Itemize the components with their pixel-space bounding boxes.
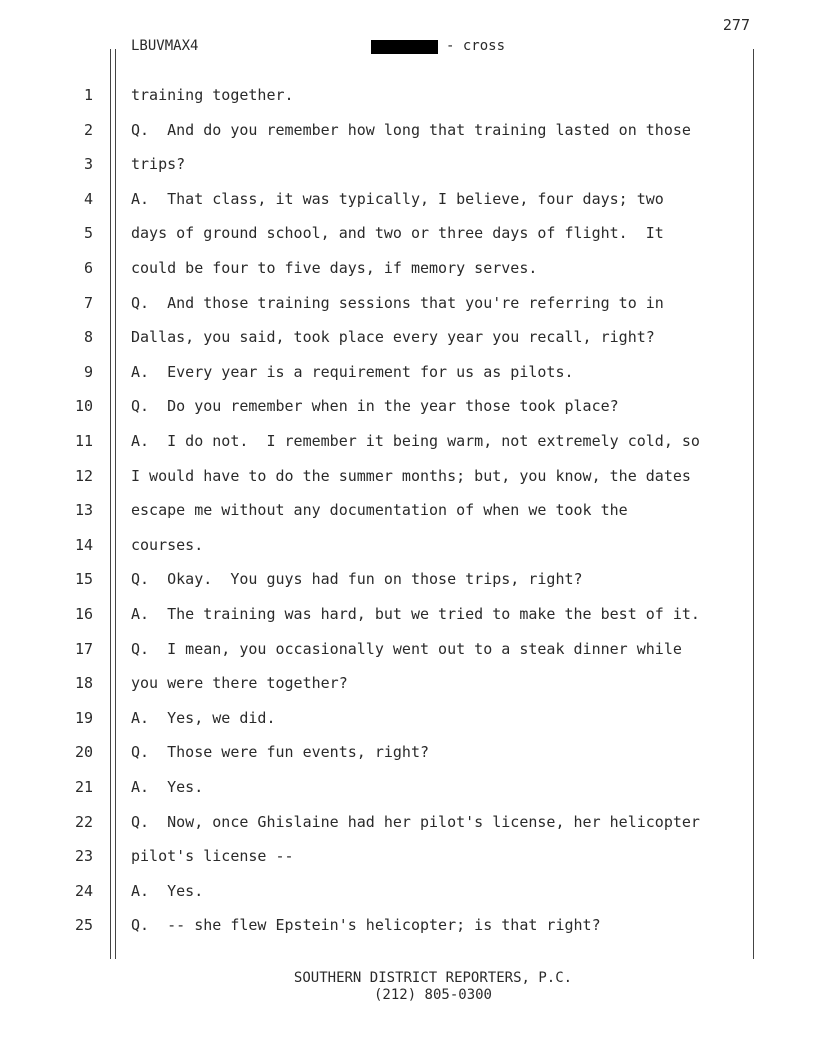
line-number: 1	[83, 86, 93, 104]
line-text: training together.	[131, 86, 294, 104]
line-text: pilot's license --	[131, 847, 294, 866]
transcript-line	[0, 467, 816, 487]
transcript-line	[0, 155, 816, 175]
line-number: 14	[74, 535, 93, 554]
line-text: A. Yes.	[131, 778, 204, 796]
page-number: 277	[722, 16, 750, 34]
transcript-line	[0, 121, 816, 141]
line-number: 3	[83, 155, 93, 174]
line-text: Q. And those training sessions that you're referring to in	[131, 293, 664, 312]
line-text: Q. Okay. You guys had fun on those trips, right?	[131, 570, 583, 589]
line-number: 16	[74, 605, 93, 623]
line-text: A. Yes.	[131, 881, 204, 900]
transcript-line	[0, 570, 816, 590]
transcript-line	[0, 432, 816, 452]
line-text: Dallas, you said, took place every year you recall, right?	[131, 328, 655, 347]
transcript-line	[0, 294, 816, 314]
section-label: - cross	[446, 38, 506, 54]
line-text: A. Every year is a requirement for us as pilots.	[131, 362, 574, 381]
line-number: 9	[83, 362, 93, 381]
line-number: 2	[83, 120, 93, 139]
transcript-line	[0, 813, 816, 833]
line-text: A. The training was hard, but we tried to make the best of it.	[131, 605, 700, 623]
line-number: 13	[74, 501, 93, 520]
line-text: you were there together?	[131, 674, 348, 693]
line-number: 12	[74, 466, 93, 485]
line-text: could be four to five days, if memory serves.	[131, 259, 538, 277]
transcript-line	[0, 640, 816, 660]
line-number: 5	[83, 224, 93, 243]
line-number: 25	[74, 916, 93, 935]
line-number: 20	[74, 743, 93, 762]
transcript-line	[0, 778, 816, 798]
transcript-line	[0, 190, 816, 210]
line-text: days of ground school, and two or three days of flight. It	[131, 224, 664, 243]
line-text: escape me without any documentation of when we took the	[131, 501, 628, 520]
line-number: 17	[74, 639, 93, 658]
line-text: Q. Those were fun events, right?	[131, 743, 430, 762]
transcript-line	[0, 259, 816, 279]
transcript-line	[0, 674, 816, 694]
line-number: 10	[74, 397, 93, 416]
line-number: 24	[74, 881, 93, 900]
line-text: Q. Do you remember when in the year those took place?	[131, 397, 619, 416]
transcript-line	[0, 536, 816, 556]
line-number: 4	[83, 189, 93, 208]
line-text: Q. Now, once Ghislaine had her pilot's license, her helicopter	[131, 812, 700, 831]
line-text: A. I do not. I remember it being warm, not extremely cold, so	[131, 432, 700, 450]
redaction-bar	[371, 40, 438, 54]
line-number: 21	[74, 778, 93, 796]
line-text: A. That class, it was typically, I believe, four days; two	[131, 189, 664, 208]
line-number: 19	[74, 708, 93, 727]
line-number: 8	[83, 328, 93, 347]
line-number: 11	[74, 432, 93, 450]
line-number: 22	[74, 812, 93, 831]
line-number: 7	[83, 293, 93, 312]
line-text: courses.	[131, 535, 204, 554]
transcript-line	[0, 605, 816, 625]
line-text: Q. I mean, you occasionally went out to a steak dinner while	[131, 639, 682, 658]
line-number: 6	[83, 259, 93, 277]
line-number: 23	[74, 847, 93, 866]
line-text: trips?	[131, 155, 186, 174]
reporter-phone: (212) 805-0300	[373, 987, 492, 1003]
transcript-line	[0, 882, 816, 902]
line-number: 18	[74, 674, 93, 693]
transcript-line	[0, 709, 816, 729]
line-text: I would have to do the summer months; but, you know, the dates	[131, 466, 691, 485]
transcript-line	[0, 328, 816, 348]
transcript-line	[0, 224, 816, 244]
case-id: LBUVMAX4	[131, 38, 199, 54]
transcript-line	[0, 86, 816, 106]
transcript-line	[0, 916, 816, 936]
footer	[0, 970, 816, 1004]
line-text: A. Yes, we did.	[131, 708, 276, 727]
transcript-line	[0, 501, 816, 521]
transcript-line	[0, 397, 816, 417]
line-text: Q. And do you remember how long that training lasted on those	[131, 120, 691, 139]
transcript-line	[0, 363, 816, 383]
line-number: 15	[74, 570, 93, 589]
line-text: Q. -- she flew Epstein's helicopter; is that right?	[131, 916, 601, 935]
reporter-company: SOUTHERN DISTRICT REPORTERS, P.C.	[293, 970, 573, 986]
transcript-line	[0, 847, 816, 867]
transcript-line	[0, 743, 816, 763]
